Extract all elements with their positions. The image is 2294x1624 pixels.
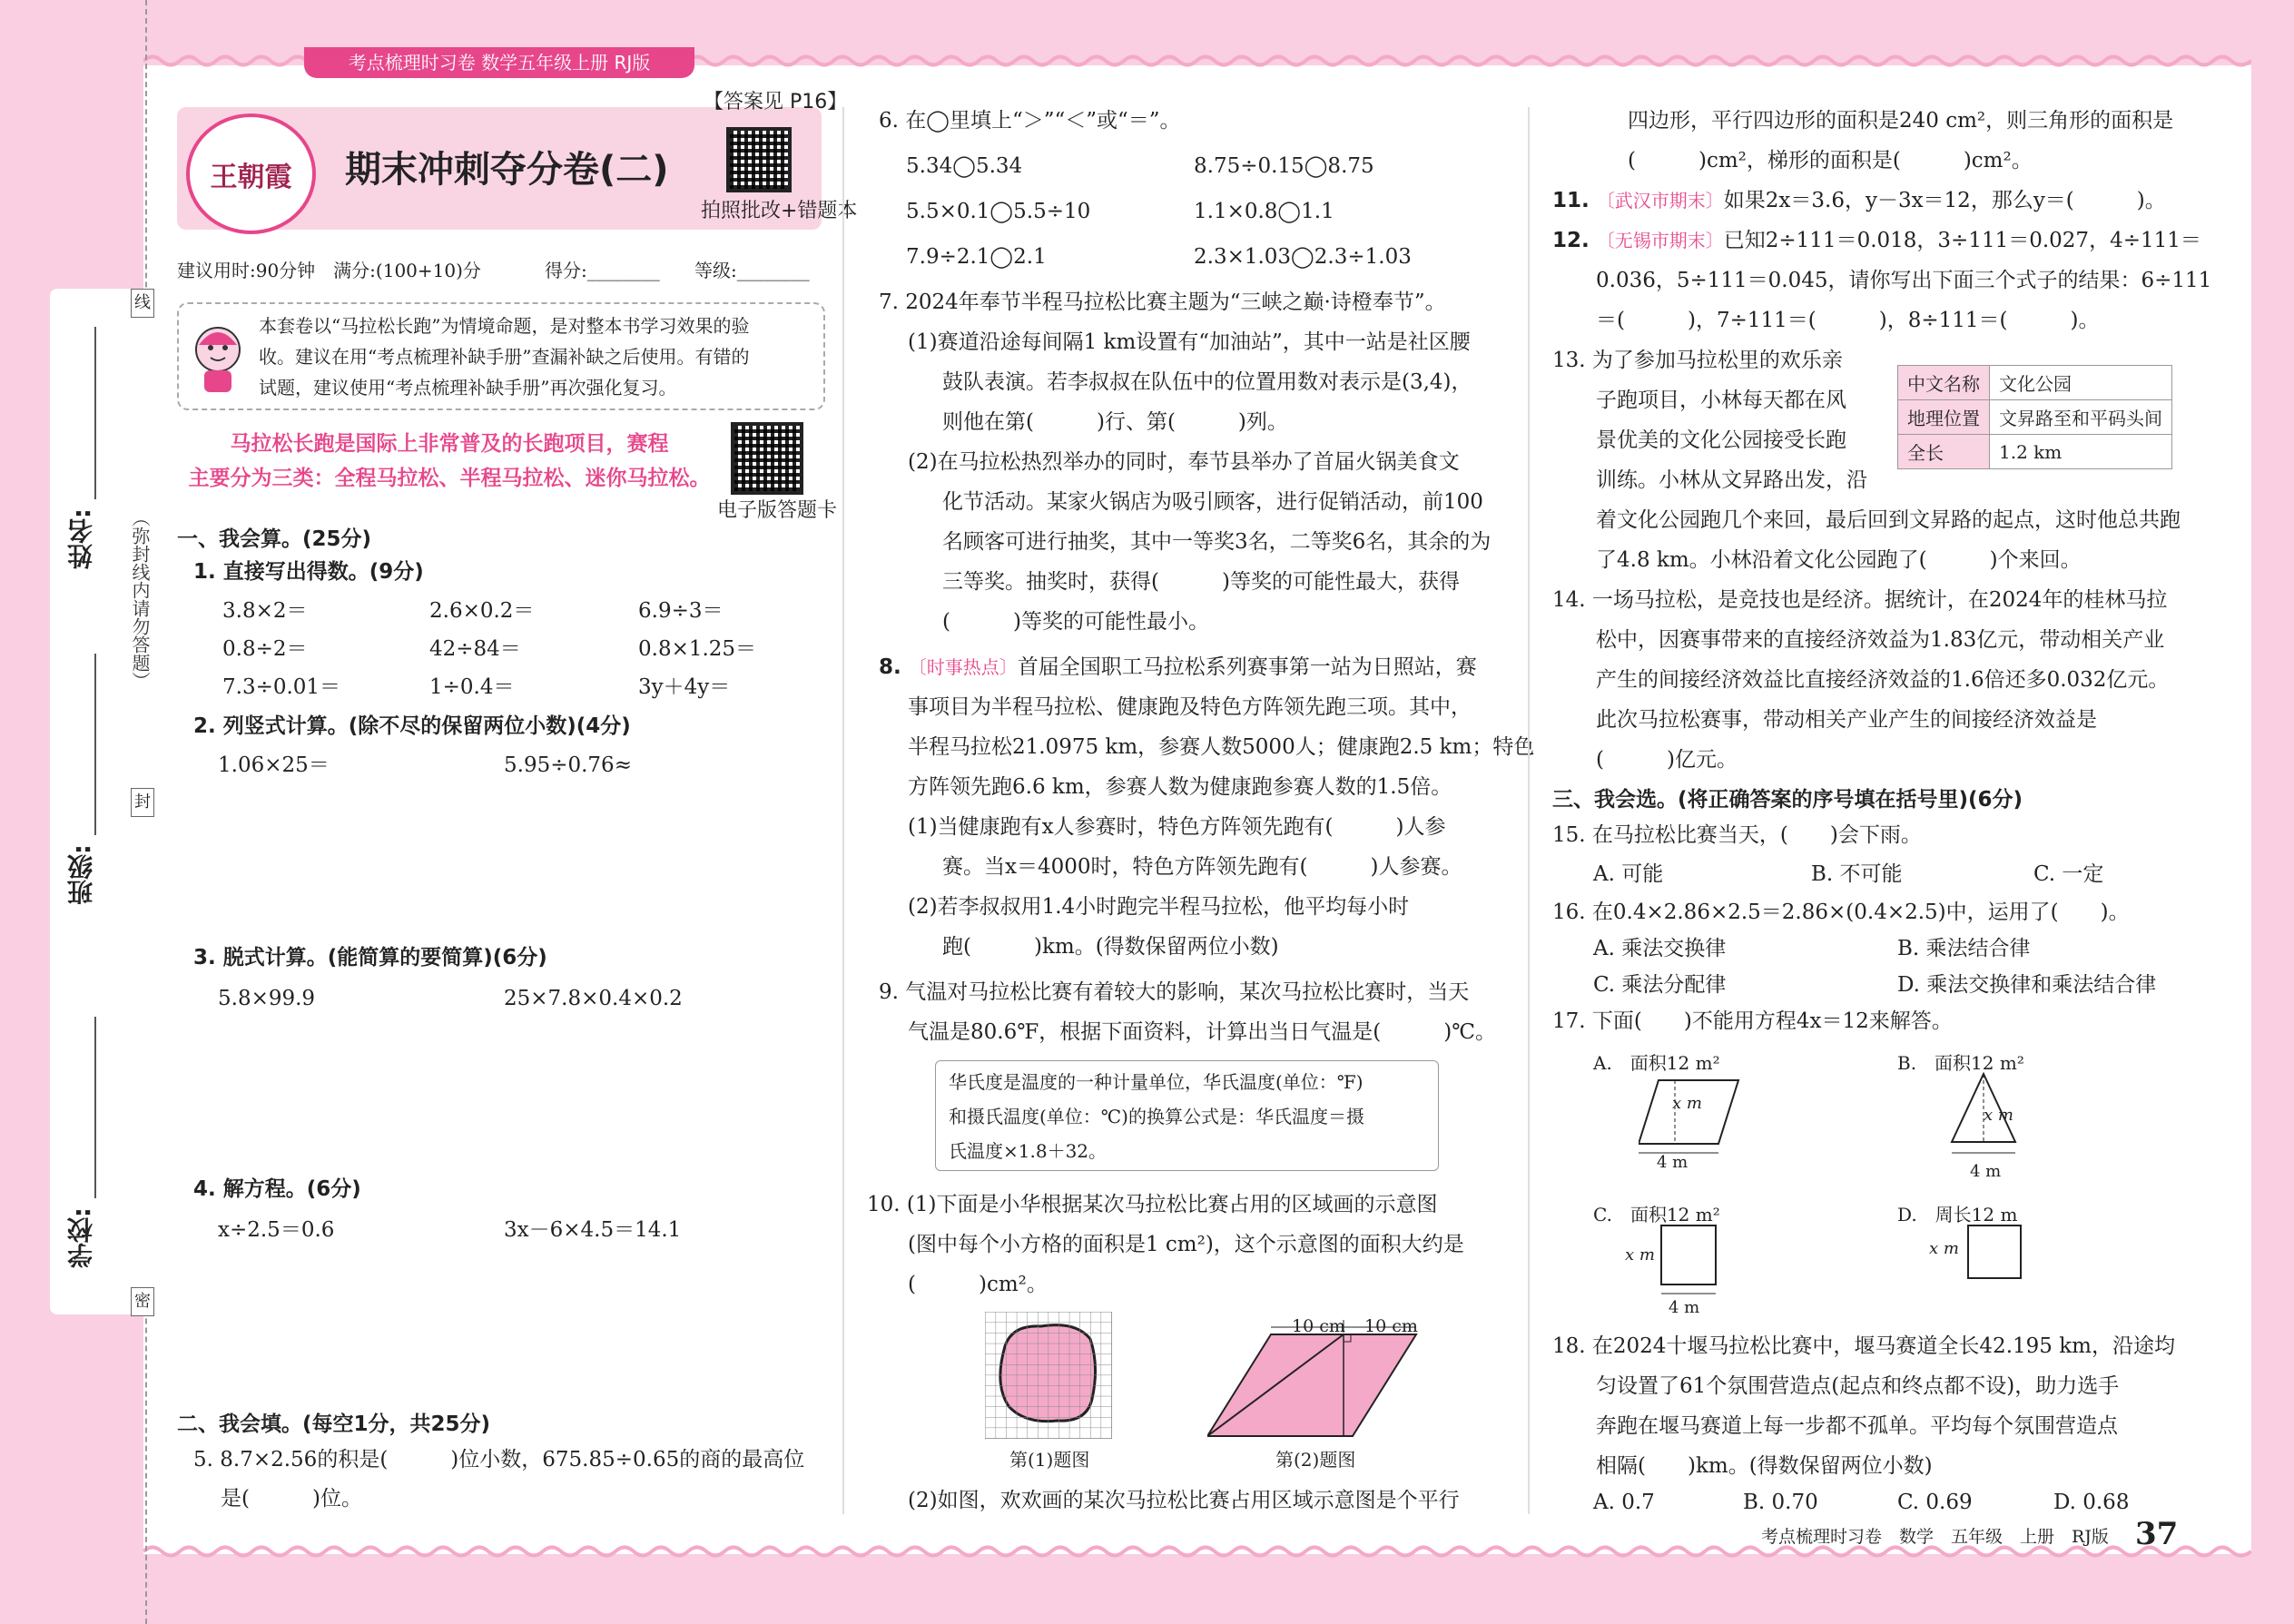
q10-line: (2)如图，欢欢画的某次马拉松比赛占用区域示意图是个平行: [908, 1489, 1460, 1512]
q7-line: (1)赛道沿途每间隔1 km设置有“加油站”，其中一站是社区腰: [908, 330, 1471, 354]
q18-line: 18. 在2024十堰马拉松比赛中，堰马赛道全长42.195 km，沿途均: [1552, 1334, 2175, 1358]
q13-line: 着文化公园跑几个来回，最后回到文昇路的起点，这时他总共跑: [1596, 508, 2181, 532]
q10-line: 10. (1)下面是小华根据某次马拉松比赛占用的区域画的示意图: [867, 1193, 1438, 1216]
q1-item: 0.8÷2＝: [222, 637, 308, 661]
q10-cont-line: ( )cm²，梯形的面积是( )cm²。: [1628, 149, 2033, 172]
q17-option-b[interactable]: B. 面积12 m²: [1897, 1052, 2024, 1074]
q11-number: 11.: [1552, 189, 1597, 212]
page-title: 期末冲刺夺分卷(二): [345, 149, 669, 191]
fahrenheit-info-box: [935, 1060, 1439, 1171]
dimension-label: 4 m: [1970, 1162, 2002, 1181]
q1-item: 42÷84＝: [429, 637, 521, 661]
q12-line: 0.036，5÷111＝0.045，请你写出下面三个式子的结果：6÷111: [1596, 269, 2212, 292]
info-line: 和摄氏温度(单位：℃)的换算公式是：华氏温度＝摄: [949, 1106, 1364, 1127]
q1-item: 1÷0.4＝: [429, 675, 515, 699]
q1-item: 0.8×1.25＝: [638, 637, 757, 661]
score-field[interactable]: 得分:________: [545, 260, 660, 281]
q15-stem: 15. 在马拉松比赛当天，( )会下雨。: [1552, 823, 1922, 847]
column-divider: [842, 107, 844, 1514]
q16-option[interactable]: B. 乘法结合律: [1897, 937, 2031, 960]
q13-line: 13. 为了参加马拉松里的欢乐亲: [1552, 349, 1843, 372]
note-line-2: 收。建议在用“考点梳理补缺手册”查漏补缺之后使用。有错的: [259, 346, 750, 368]
q7-stem: 7. 2024年奉节半程马拉松比赛主题为“三峡之巅·诗橙奉节”。: [879, 290, 1446, 314]
section-2-heading: 二、我会填。(每空1分，共25分): [177, 1412, 491, 1436]
q13-line: 子跑项目，小林每天都在风: [1596, 389, 1846, 412]
dimension-label: 10 cm: [1292, 1316, 1345, 1336]
q17-option-a[interactable]: A. 面积12 m²: [1593, 1052, 1720, 1074]
q12-tag: 〔无锡市期末〕: [1596, 230, 1724, 251]
answer-sheet-qr-icon[interactable]: [731, 422, 803, 495]
q18-option[interactable]: D. 0.68: [2053, 1491, 2130, 1514]
q8-line: (1)当健康跑有x人参赛时，特色方阵领先跑有( )人参: [908, 815, 1446, 839]
series-bar: 考点梳理时习卷 数学五年级上册 RJ版: [304, 47, 694, 78]
info-line: 华氏度是温度的一种计量单位，华氏温度(单位：℉): [949, 1071, 1364, 1093]
q6-item: 5.5×0.1◯5.5÷10: [906, 200, 1091, 223]
q14-line: ( )亿元。: [1596, 748, 1738, 772]
q18-option[interactable]: A. 0.7: [1593, 1491, 1655, 1514]
qr-caption: 拍照批改+错题本: [701, 200, 858, 222]
q15-option[interactable]: C. 一定: [2033, 862, 2104, 886]
dimension-label: x m: [1929, 1239, 1959, 1258]
option-a-parallelogram: [1639, 1076, 1748, 1157]
table-cell: 全长: [1898, 435, 1990, 469]
q2-item-a: 1.06×25＝: [218, 753, 330, 777]
answer-reference: 【答案见 P16】: [704, 91, 848, 113]
q8-text: 首届全国职工马拉松系列赛事第一站为日照站，赛: [1017, 655, 1477, 679]
qr-code-icon[interactable]: [726, 127, 792, 192]
q12-line-1: [1552, 227, 2201, 254]
q4-item-a: x÷2.5＝0.6: [218, 1218, 335, 1242]
brand-logo: 王朝霞: [186, 113, 316, 234]
table-cell: 地理位置: [1898, 400, 1990, 435]
table-cell: 中文名称: [1898, 366, 1990, 400]
q3-stem: 3. 脱式计算。(能简算的要简算)(6分): [193, 946, 547, 969]
table-cell: 文化公园: [1990, 366, 2172, 400]
table-cell: 1.2 km: [1990, 435, 2172, 469]
q8-line: 方阵领先跑6.6 km，参赛人数为健康跑参赛人数的1.5倍。: [908, 775, 1452, 799]
intro-line-1: 马拉松长跑是国际上非常普及的长跑项目，赛程: [230, 432, 669, 456]
q1-item: 2.6×0.2＝: [429, 599, 535, 623]
q6-stem: 6. 在◯里填上“＞”“＜”或“＝”。: [879, 109, 1181, 133]
q7-line: ( )等奖的可能性最小。: [942, 610, 1209, 634]
q7-line: (2)在马拉松热烈举办的同时，奉节县举办了首届火锅美食文: [908, 450, 1460, 474]
q15-option[interactable]: B. 不可能: [1811, 862, 1903, 886]
note-line-1: 本套卷以“马拉松长跑”为情境命题，是对整本书学习效果的验: [259, 315, 750, 337]
park-info-table: [1897, 365, 2172, 469]
q16-option[interactable]: D. 乘法交换律和乘法结合律: [1897, 973, 2157, 997]
q6-item: 1.1×0.8◯1.1: [1194, 200, 1334, 223]
dimension-label: x m: [1625, 1245, 1655, 1265]
q3-item-b: 25×7.8×0.4×0.2: [504, 987, 683, 1010]
q1-item: 3.8×2＝: [222, 599, 308, 623]
option-d-square: [1964, 1221, 2027, 1284]
table-row: [1898, 400, 2172, 435]
q18-option[interactable]: B. 0.70: [1743, 1491, 1818, 1514]
seal-note: （弥封线内请勿答题）: [129, 508, 151, 690]
q1-stem: 1. 直接写出得数。(9分): [193, 560, 424, 584]
page-footer: 考点梳理时习卷 数学 五年级 上册 RJ版: [1761, 1527, 2109, 1547]
q8-line: 赛。当x＝4000时，特色方阵领先跑有( )人参赛。: [942, 855, 1462, 879]
table-row: [1898, 366, 2172, 400]
q18-line: 奔跑在堰马赛道上每一步都不孤单。平均每个氛围营造点: [1596, 1414, 2118, 1438]
q10-line: ( )cm²。: [908, 1273, 1048, 1296]
q17-option-d[interactable]: D. 周长12 m: [1897, 1204, 2018, 1225]
q2-stem: 2. 列竖式计算。(除不尽的保留两位小数)(4分): [193, 714, 631, 738]
q7-line: 三等奖。抽奖时，获得( )等奖的可能性最大，获得: [942, 570, 1460, 594]
q8-number: 8.: [879, 655, 909, 679]
q7-line: 鼓队表演。若李叔叔在队伍中的位置用数对表示是(3,4)，: [942, 370, 1472, 394]
q8-line: (2)若李叔叔用1.4小时跑完半程马拉松，他平均每小时: [908, 895, 1410, 919]
q7-line: 化节活动。某家火锅店为吸引顾客，进行促销活动，前100: [942, 490, 1483, 514]
q18-option[interactable]: C. 0.69: [1897, 1491, 1973, 1514]
figure-1-caption: 第(1)题图: [1009, 1449, 1090, 1471]
q15-option[interactable]: A. 可能: [1593, 862, 1664, 886]
seal-mark-line: 线: [131, 289, 154, 318]
theme-intro: [177, 427, 722, 496]
option-c-rectangle: [1657, 1221, 1729, 1303]
q13-line: 景优美的文化公园接受长跑: [1596, 428, 1846, 452]
school-label: 学校:: [66, 1207, 96, 1269]
q10-cont-line: 四边形，平行四边形的面积是240 cm²，则三角形的面积是: [1628, 109, 2174, 133]
name-label: 姓名:: [66, 508, 96, 570]
q3-item-a: 5.8×99.9: [218, 987, 316, 1010]
table-row: [1898, 435, 2172, 469]
grid-area-figure: [985, 1312, 1112, 1439]
q2-item-b: 5.95÷0.76≈: [504, 753, 632, 777]
q6-item: 7.9÷2.1◯2.1: [906, 245, 1047, 269]
q12-number: 12.: [1552, 229, 1597, 252]
q1-item: 3y＋4y＝: [638, 675, 731, 699]
q7-line: 则他在第( )行、第( )列。: [942, 410, 1288, 434]
q4-item-b: 3x－6×4.5＝14.1: [504, 1218, 682, 1242]
q18-line: 匀设置了61个氛围营造点(起点和终点都不设)，助力选手: [1596, 1374, 2120, 1398]
q17-option-c[interactable]: C. 面积12 m²: [1593, 1204, 1720, 1225]
q13-line: 了4.8 km。小林沿着文化公园跑了( )个来回。: [1596, 548, 2082, 572]
q8-line: 事项目为半程马拉松、健康跑及特色方阵领先跑三项。其中，: [908, 695, 1472, 719]
q16-stem: 16. 在0.4×2.86×2.5＝2.86×(0.4×2.5)中，运用了( )。: [1552, 901, 2130, 924]
q7-line: 名顾客可进行抽奖，其中一等奖3名，二等奖6名，其余的为: [942, 530, 1492, 554]
seal-mark-secret: 密: [131, 1287, 154, 1316]
q12-line: ＝( )，7÷111＝( )，8÷111＝( )。: [1596, 309, 2100, 332]
class-label: 班级:: [66, 844, 96, 906]
section-3-heading: 三、我会选。(将正确答案的序号填在括号里)(6分): [1552, 788, 2023, 812]
note-line-3: 试题，建议使用“考点梳理补缺手册”再次强化复习。: [259, 377, 677, 399]
q5-line-2: 是( )位。: [221, 1487, 362, 1511]
q16-option[interactable]: C. 乘法分配律: [1593, 973, 1727, 997]
intro-line-2: 主要分为三类：全程马拉松、半程马拉松、迷你马拉松。: [188, 467, 711, 490]
q14-line: 14. 一场马拉松，是竞技也是经济。据统计，在2024年的桂林马拉: [1552, 588, 2168, 612]
answer-sheet-caption: 电子版答题卡: [717, 499, 838, 522]
q9-line-2: 气温是80.6℉，根据下面资料，计算出当日气温是( )℃。: [908, 1020, 1496, 1044]
dimension-label: 4 m: [1669, 1298, 1700, 1317]
section-1-heading: 一、我会算。(25分): [177, 527, 372, 551]
q17-stem: 17. 下面( )不能用方程4x＝12来解答。: [1552, 1009, 1953, 1033]
q14-line: 此次马拉松赛事，带动相关产业产生的间接经济效益是: [1596, 708, 2097, 732]
q6-item: 8.75÷0.15◯8.75: [1194, 154, 1374, 178]
dimension-label: x m: [1672, 1094, 1702, 1113]
q8-line: 跑( )km。(得数保留两位小数): [942, 935, 1279, 959]
seal-mark-seal: 封: [131, 788, 154, 817]
school-field[interactable]: [94, 1017, 96, 1198]
table-cell: 文昇路至和平码头间: [1990, 400, 2172, 435]
q11-tag: 〔武汉市期末〕: [1596, 190, 1724, 212]
q16-option[interactable]: A. 乘法交换律: [1593, 937, 1727, 960]
q8-tag: 〔时事热点〕: [908, 656, 1018, 678]
q9-line-1: 9. 气温对马拉松比赛有着较大的影响，某次马拉松比赛时，当天: [879, 980, 1470, 1004]
class-field[interactable]: [94, 654, 96, 835]
q18-line: 相隔( )km。(得数保留两位小数): [1596, 1454, 1933, 1478]
dimension-label: 10 cm: [1364, 1316, 1418, 1336]
girl-mascot-icon: [186, 318, 250, 395]
q11-line: [1552, 187, 2166, 214]
grade-field[interactable]: 等级:________: [694, 260, 810, 281]
dimension-label: x m: [1984, 1106, 2013, 1125]
q4-stem: 4. 解方程。(6分): [193, 1177, 361, 1201]
q14-line: 产生的间接经济效益比直接经济效益的1.6倍还多0.032亿元。: [1596, 668, 2170, 692]
info-line: 氏温度×1.8＋32。: [949, 1140, 1108, 1162]
q5-line-1: 5. 8.7×2.56的积是( )位小数，675.85÷0.65的商的最高位: [193, 1448, 805, 1471]
page-number: 37: [2135, 1516, 2179, 1552]
dimension-label: 4 m: [1657, 1153, 1689, 1172]
q8-line: 半程马拉松21.0975 km，参赛人数5000人；健康跑2.5 km；特色: [908, 735, 1535, 759]
q8-line-1: [879, 654, 1477, 681]
q1-item: 6.9÷3＝: [638, 599, 724, 623]
name-field[interactable]: [94, 327, 96, 499]
q6-item: 5.34◯5.34: [906, 154, 1023, 178]
exam-meta: 建议用时:90分钟 满分:(100+10)分: [177, 260, 481, 281]
q10-line: (图中每个小方格的面积是1 cm²)，这个示意图的面积大约是: [908, 1233, 1464, 1256]
q13-line: 训练。小林从文昇路出发，沿: [1596, 468, 1867, 492]
q1-item: 7.3÷0.01＝: [222, 675, 341, 699]
figure-2-caption: 第(2)题图: [1275, 1449, 1356, 1471]
q11-text: 如果2x＝3.6，y－3x＝12，那么y＝( )。: [1723, 189, 2166, 212]
q14-line: 松中，因赛事带来的直接经济效益为1.83亿元，带动相关产业: [1596, 628, 2165, 652]
q6-item: 2.3×1.03◯2.3÷1.03: [1194, 245, 1412, 269]
q12-text: 已知2÷111＝0.018，3÷111＝0.027，4÷111＝: [1723, 229, 2201, 252]
column-divider: [1528, 107, 1530, 1514]
